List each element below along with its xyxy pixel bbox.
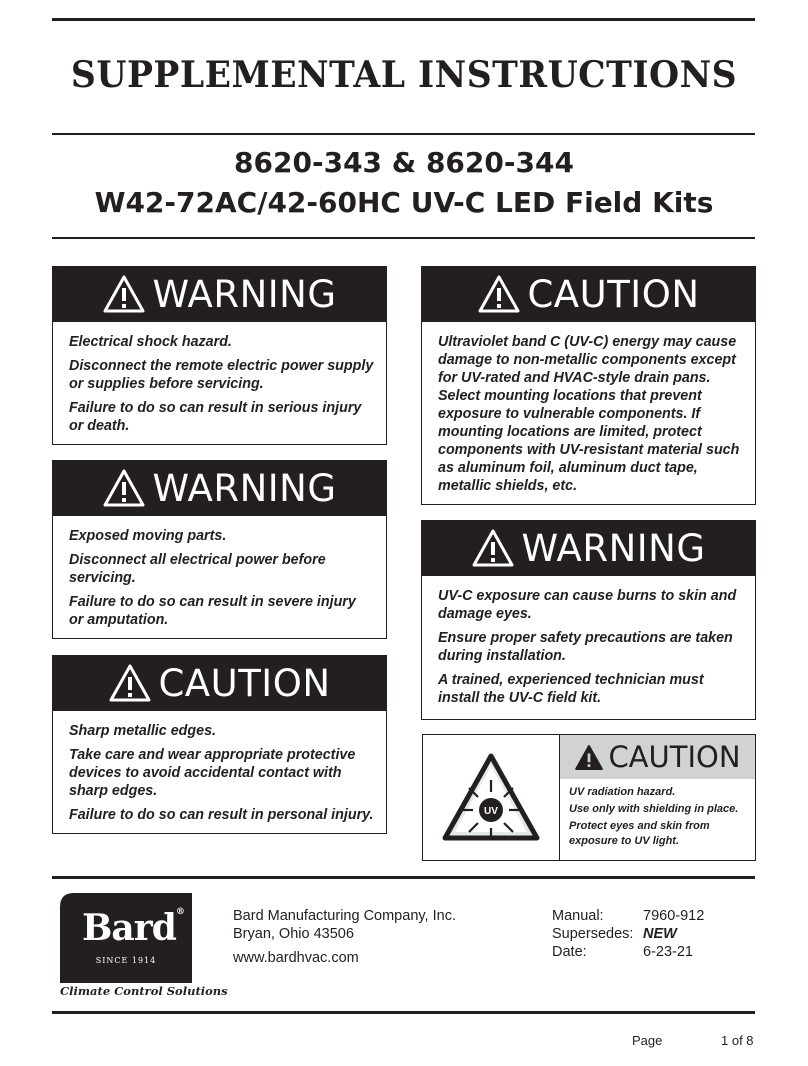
- notice-line: Protect eyes and skin from exposure to UV light.: [569, 820, 710, 847]
- warning-electrical-shock: [52, 266, 387, 445]
- warning-text: [69, 333, 374, 441]
- uv-symbol-label: UV: [484, 805, 498, 817]
- notice-line: Sharp metallic edges.: [69, 723, 216, 739]
- title-rule: [52, 133, 755, 135]
- warning-label: WARNING: [521, 526, 706, 570]
- manual-label: Manual:: [552, 908, 604, 924]
- caution-sharp-edges: [52, 655, 387, 834]
- warning-text: [69, 527, 374, 635]
- notice-line: Failure to do so can result in serious injury or death.: [69, 400, 362, 434]
- notice-line: Take care and wear appropriate protective devices to avoid accidental contact with sharp edges.: [69, 747, 356, 799]
- logo-tagline: Climate Control Solutions: [60, 984, 228, 998]
- caution-text: [69, 722, 374, 830]
- warning-triangle-icon: [102, 468, 146, 508]
- warning-triangle-icon: [471, 528, 515, 568]
- caution-header: [52, 655, 387, 711]
- page-number: 1 of 8: [721, 1033, 754, 1048]
- warning-label: WARNING: [152, 466, 337, 510]
- supersedes-value: NEW: [643, 926, 677, 942]
- warning-text: [438, 587, 743, 713]
- caution-header: [560, 735, 755, 779]
- notice-line: Ensure proper safety precautions are taken during installation.: [438, 630, 733, 664]
- notice-line: Disconnect the remote electric power supply or supplies before servicing.: [69, 358, 374, 392]
- caution-text: [569, 785, 751, 851]
- date-label: Date:: [552, 944, 587, 960]
- notice-line: Failure to do so can result in personal injury.: [69, 807, 374, 823]
- notice-line: Failure to do so can result in severe injury or amputation.: [69, 594, 356, 628]
- notice-line: UV radiation hazard.: [569, 786, 676, 798]
- company-website[interactable]: www.bardhvac.com: [233, 950, 359, 966]
- notice-line: A trained, experienced technician must install the UV-C field kit.: [438, 672, 704, 706]
- page-label: Page: [632, 1033, 663, 1048]
- warning-label: WARNING: [152, 272, 337, 316]
- top-rule: [52, 18, 755, 21]
- logo-since: SINCE 1914: [95, 956, 157, 965]
- caution-label: CAUTION: [158, 661, 331, 705]
- warning-triangle-icon: [477, 274, 521, 314]
- caution-label: CAUTION: [608, 740, 741, 774]
- bard-logo: [60, 893, 192, 983]
- footer-bottom-rule: [52, 1011, 755, 1014]
- notice-line: Exposed moving parts.: [69, 528, 227, 544]
- caution-uv-components: [421, 266, 756, 505]
- supersedes-label: Supersedes:: [552, 926, 634, 942]
- warning-header: [421, 520, 756, 576]
- uv-hazard-icon: [441, 752, 541, 844]
- warning-triangle-icon: [108, 663, 152, 703]
- date-value: 6-23-21: [643, 944, 693, 960]
- warning-uv-exposure: [421, 520, 756, 720]
- caution-header: [421, 266, 756, 322]
- kit-numbers: 8620-343 & 8620-344: [234, 146, 574, 179]
- logo-wordmark: Bard®: [82, 907, 184, 949]
- kit-description: W42-72AC/42-60HC UV-C LED Field Kits: [94, 186, 714, 219]
- warning-triangle-icon: [574, 744, 604, 771]
- caution-text: [438, 333, 743, 501]
- warning-header: [52, 266, 387, 322]
- notice-line: Ultraviolet band C (UV-C) energy may cause damage to non-metallic components except for UV-rated and HVAC-style drain pans. Select mounting locations that prevent exposure to vulnerable components. If mounting locations are limited, protect components with UV-resistant material such as aluminum foil, aluminum duct tape, metallic shields, etc.: [438, 334, 740, 494]
- company-name: Bard Manufacturing Company, Inc.: [233, 908, 456, 924]
- subtitle-rule: [52, 237, 755, 239]
- warning-moving-parts: [52, 460, 387, 639]
- notice-line: Electrical shock hazard.: [69, 334, 232, 350]
- notice-line: UV-C exposure can cause burns to skin and damage eyes.: [438, 588, 737, 622]
- footer-top-rule: [52, 876, 755, 879]
- company-address: Bryan, Ohio 43506: [233, 926, 354, 942]
- warning-triangle-icon: [102, 274, 146, 314]
- notice-line: Use only with shielding in place.: [569, 803, 739, 815]
- uv-symbol-panel: [423, 735, 560, 860]
- uv-radiation-caution-label: [422, 734, 756, 861]
- warning-header: [52, 460, 387, 516]
- notice-line: Disconnect all electrical power before servicing.: [69, 552, 326, 586]
- caution-label: CAUTION: [527, 272, 700, 316]
- manual-value: 7960-912: [643, 908, 705, 924]
- page-title: SUPPLEMENTAL INSTRUCTIONS: [70, 54, 738, 96]
